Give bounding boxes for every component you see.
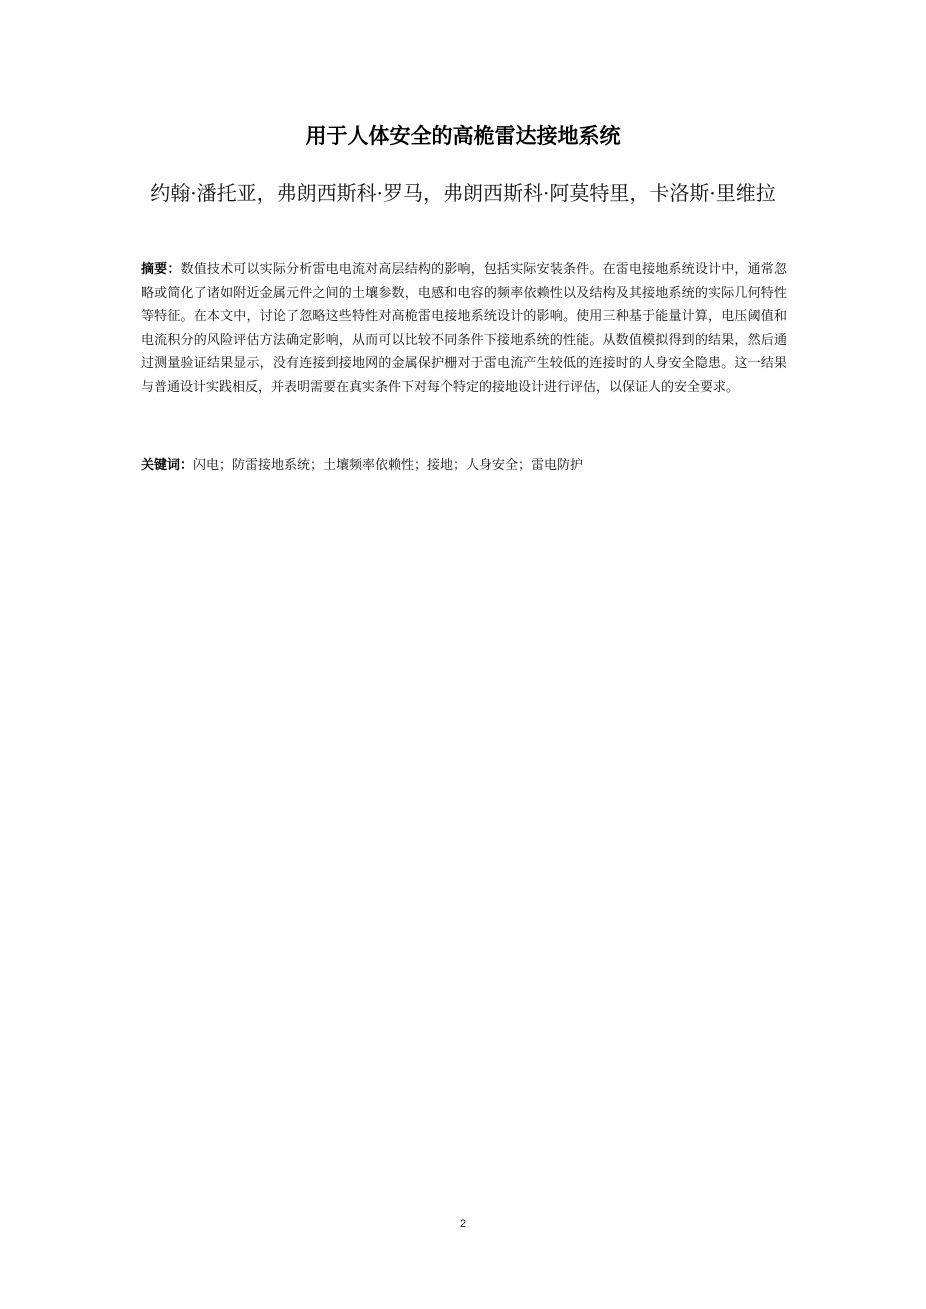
keywords-label: 关键词： [141,458,194,473]
abstract-text: 数值技术可以实际分析雷电电流对高层结构的影响，包括实际安装条件。在雷电接地系统设计中，通常忽略或简化了诸如附近金属元件之间的土壤参数，电感和电容的频率依赖性以及结构及其接地系统的实际几何特性等特征。在本文中，讨论了忽略这些特性对高桅雷电接地系统设计的影响。使用三种基于能量计算，电压阈值和电流积分的风险评估方法确定影响，从而可以比较不同条件下接地系统的性能。从数值模拟得到的结果，然后通过测量验证结果显示，没有连接到接地网的金属保护栅对于雷电流产生较低的连接时的人身安全隐患。这一结果与普通设计实践相反，并表明需要在真实条件下对每个特定的接地设计进行评估，以保证人的安全要求。 [141,262,787,395]
page-number: 2 [459,1218,467,1230]
paper-title: 用于人体安全的高桅雷达接地系统 [305,124,621,148]
abstract-paragraph [141,258,787,399]
keywords-text: 闪电；防雷接地系统；土壤频率依赖性；接地；人身安全；雷电防护 [193,458,584,473]
keywords-line [141,454,787,478]
author-list: 约翰·潘托亚，弗朗西斯科·罗马，弗朗西斯科·阿莫特里，卡洛斯·里维拉 [150,181,776,205]
abstract-label: 摘要： [141,262,181,277]
